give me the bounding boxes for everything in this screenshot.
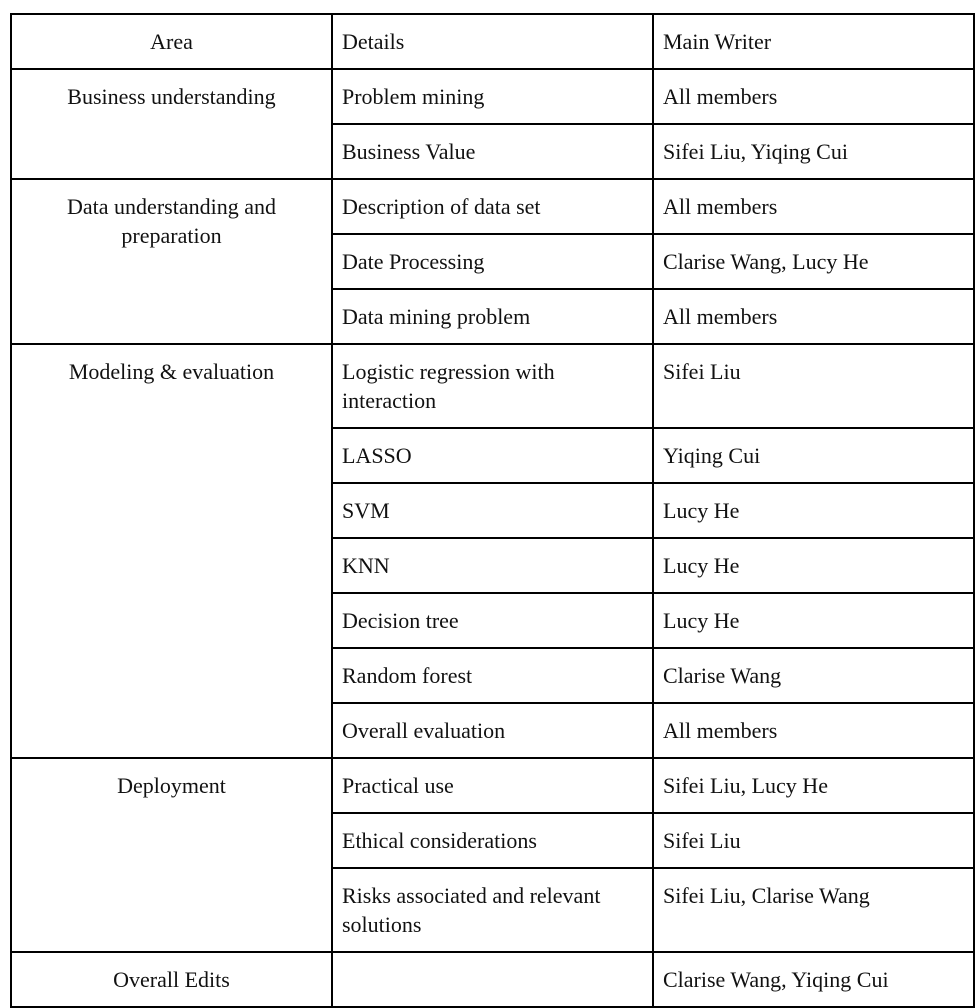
details-cell: Decision tree [332,593,653,648]
details-cell: Risks associated and relevant solutions [332,868,653,952]
header-row [11,14,974,69]
table-row [11,952,974,1007]
table-row [11,758,974,813]
area-cell: Modeling & evaluation [11,344,332,758]
details-cell: Overall evaluation [332,703,653,758]
writer-cell: All members [653,289,974,344]
table-row [11,179,974,234]
writer-cell: All members [653,69,974,124]
details-cell: LASSO [332,428,653,483]
writer-cell: All members [653,703,974,758]
writer-cell: All members [653,179,974,234]
writer-cell: Yiqing Cui [653,428,974,483]
writer-cell: Sifei Liu, Yiqing Cui [653,124,974,179]
header-main-writer: Main Writer [653,14,974,69]
details-cell: Ethical considerations [332,813,653,868]
area-cell: Data understanding and preparation [11,179,332,344]
writer-cell: Lucy He [653,538,974,593]
details-cell: Problem mining [332,69,653,124]
details-cell: Business Value [332,124,653,179]
writer-cell: Sifei Liu [653,813,974,868]
writer-cell: Sifei Liu, Lucy He [653,758,974,813]
details-cell: Practical use [332,758,653,813]
writer-cell: Clarise Wang, Lucy He [653,234,974,289]
writer-cell: Sifei Liu, Clarise Wang [653,868,974,952]
area-cell: Business understanding [11,69,332,179]
writer-cell: Clarise Wang [653,648,974,703]
details-cell [332,952,653,1007]
details-cell: Random forest [332,648,653,703]
details-cell: Description of data set [332,179,653,234]
header-details: Details [332,14,653,69]
area-cell: Overall Edits [11,952,332,1007]
table-row [11,69,974,124]
details-cell: KNN [332,538,653,593]
details-cell: SVM [332,483,653,538]
responsibility-table [10,13,975,1008]
details-cell: Date Processing [332,234,653,289]
writer-cell: Clarise Wang, Yiqing Cui [653,952,974,1007]
header-area: Area [11,14,332,69]
details-cell: Data mining problem [332,289,653,344]
writer-cell: Lucy He [653,483,974,538]
writer-cell: Sifei Liu [653,344,974,428]
details-cell: Logistic regression with interaction [332,344,653,428]
writer-cell: Lucy He [653,593,974,648]
area-cell: Deployment [11,758,332,952]
table-row [11,344,974,428]
